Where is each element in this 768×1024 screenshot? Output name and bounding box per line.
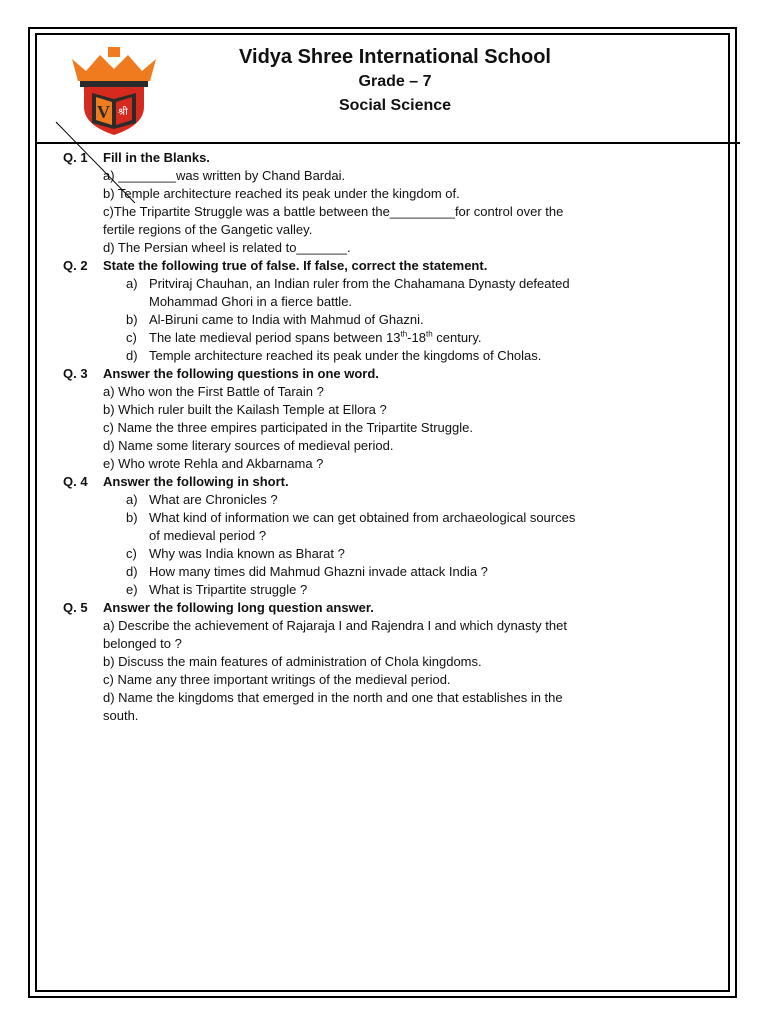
list-marker: d) — [126, 564, 138, 579]
question-line: b) Which ruler built the Kailash Temple at Ellora ? — [103, 402, 387, 417]
list-item: How many times did Mahmud Ghazni invade attack India ? — [149, 564, 488, 579]
question-line: d) The Persian wheel is related to_______. — [103, 240, 351, 255]
list-marker: c) — [126, 546, 137, 561]
question-line: b) Discuss the main features of administration of Chola kingdoms. — [103, 654, 482, 669]
list-item: Mohammad Ghori in a fierce battle. — [149, 294, 353, 309]
question-line: c) Name any three important writings of the medieval period. — [103, 672, 451, 687]
question-line: fertile regions of the Gangetic valley. — [103, 222, 313, 237]
question-line: a) Who won the First Battle of Tarain ? — [103, 384, 324, 399]
list-marker: d) — [126, 348, 138, 363]
list-item: Temple architecture reached its peak under the kingdoms of Cholas. — [149, 348, 542, 363]
list-item: The late medieval period spans between 13th-18th century. — [149, 329, 482, 345]
question-number: Q. 3 — [63, 366, 88, 381]
question-title: State the following true of false. If false, correct the statement. — [103, 258, 488, 273]
question-number: Q. 5 — [63, 600, 88, 615]
question-title: Answer the following long question answer. — [103, 600, 374, 615]
question-number: Q. 2 — [63, 258, 88, 273]
list-marker: b) — [126, 312, 138, 327]
question-title: Answer the following in short. — [103, 474, 289, 489]
subject-label: Social Science — [338, 97, 452, 114]
question-line: c)The Tripartite Struggle was a battle between the_________for control over the — [103, 204, 564, 219]
question-line: d) Name the kingdoms that emerged in the north and one that establishes in the — [103, 690, 563, 705]
list-marker: a) — [126, 276, 138, 291]
logo-letter: V — [97, 102, 110, 122]
question-number: Q. 1 — [63, 150, 88, 165]
list-marker: e) — [126, 582, 138, 597]
grade-label: Grade – 7 — [358, 73, 432, 90]
question-line: belonged to ? — [103, 636, 182, 651]
list-item: What is Tripartite struggle ? — [149, 582, 308, 597]
question-line: b) Temple architecture reached its peak under the kingdom of. — [103, 186, 460, 201]
question-title: Answer the following questions in one word. — [103, 366, 379, 381]
list-item: Why was India known as Bharat ? — [149, 546, 345, 561]
question-number: Q. 4 — [63, 474, 88, 489]
list-item: Al-Biruni came to India with Mahmud of Ghazni. — [149, 312, 424, 327]
question-line: a) ________was written by Chand Bardai. — [103, 168, 346, 183]
school-name: Vidya Shree International School — [239, 46, 551, 68]
logo-script: श्री — [118, 107, 128, 118]
question-line: e) Who wrote Rehla and Akbarnama ? — [103, 456, 324, 471]
question-line: d) Name some literary sources of medieval period. — [103, 438, 394, 453]
list-marker: b) — [126, 510, 138, 525]
list-item: What are Chronicles ? — [149, 492, 278, 507]
question-title: Fill in the Blanks. — [103, 150, 210, 165]
question-line: c) Name the three empires participated in the Tripartite Struggle. — [103, 420, 473, 435]
list-item: What kind of information we can get obtained from archaeological sources — [149, 510, 576, 525]
question-line: south. — [103, 708, 139, 723]
list-marker: a) — [126, 492, 138, 507]
list-marker: c) — [126, 330, 137, 345]
question-line: a) Describe the achievement of Rajaraja I and Rajendra I and which dynasty thet — [103, 618, 567, 633]
list-item: Pritviraj Chauhan, an Indian ruler from the Chahamana Dynasty defeated — [149, 276, 570, 291]
list-item: of medieval period ? — [149, 528, 267, 543]
